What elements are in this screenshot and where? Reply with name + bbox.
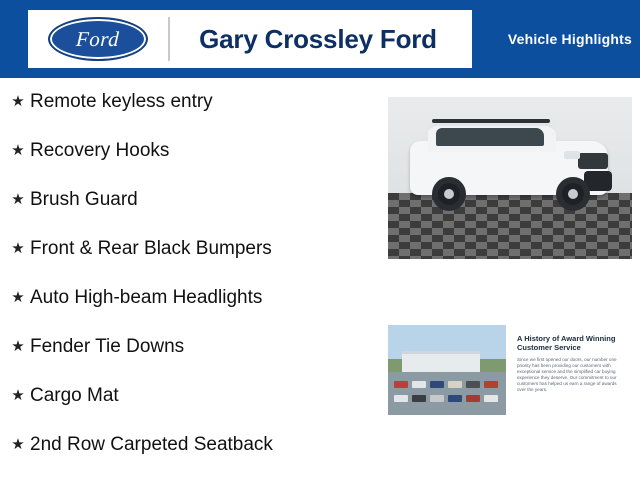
page-title: Vehicle Highlights (507, 31, 632, 47)
parked-car (466, 395, 480, 402)
feature-label: Brush Guard (30, 189, 138, 210)
dealer-logo-panel (28, 10, 472, 68)
award-photo (388, 325, 632, 415)
front-wheel (556, 177, 590, 211)
feature-list (6, 88, 382, 480)
page-header (0, 0, 640, 78)
dealership-building (402, 351, 480, 372)
rear-wheel (432, 177, 466, 211)
vehicle-photo (388, 97, 632, 259)
award-body-text: Since we first opened our doors, our number one priority has been providing our customers with exceptional service and the simplified car buying experience they deserve. Our commitment to our customers has helped us earn a range of awards over the years. (517, 357, 617, 392)
feature-label: Cargo Mat (30, 385, 119, 406)
star-icon: ★ (11, 436, 25, 453)
star-icon: ★ (11, 289, 25, 306)
star-icon: ★ (11, 142, 25, 159)
parked-car (448, 381, 462, 388)
parked-car (484, 381, 498, 388)
award-text-panel (506, 325, 632, 415)
ford-oval-logo (28, 17, 168, 61)
star-icon: ★ (11, 93, 25, 110)
list-item (6, 333, 382, 382)
parked-car (394, 381, 408, 388)
parked-car (466, 381, 480, 388)
dealership-aerial-photo (388, 325, 506, 415)
feature-label: Fender Tie Downs (30, 336, 185, 357)
feature-label: Auto High-beam Headlights (30, 287, 263, 308)
list-item (6, 382, 382, 431)
parked-car (412, 395, 426, 402)
list-item (6, 137, 382, 186)
list-item (6, 88, 382, 137)
parked-car (412, 381, 426, 388)
ford-logo-icon (48, 17, 148, 61)
suv-grille (578, 153, 608, 169)
dealer-name: Gary Crossley Ford (199, 23, 437, 54)
feature-label: 2nd Row Carpeted Seatback (30, 434, 273, 455)
feature-label: Remote keyless entry (30, 91, 213, 112)
suv-windows (436, 128, 544, 146)
star-icon: ★ (11, 338, 25, 355)
roof-rack (432, 119, 550, 123)
star-icon: ★ (11, 240, 25, 257)
feature-label: Recovery Hooks (30, 140, 170, 161)
list-item (6, 235, 382, 284)
parked-car (484, 395, 498, 402)
list-item (6, 186, 382, 235)
list-item (6, 284, 382, 333)
ford-logo-text: Ford (75, 26, 121, 51)
star-icon: ★ (11, 191, 25, 208)
parked-car (448, 395, 462, 402)
parked-car (394, 395, 408, 402)
parked-car (430, 381, 444, 388)
feature-label: Front & Rear Black Bumpers (30, 238, 272, 259)
star-icon: ★ (11, 387, 25, 404)
photo-floor (388, 193, 632, 259)
list-item (6, 431, 382, 480)
award-headline: A History of Award Winning Customer Service (517, 334, 616, 352)
parked-car (430, 395, 444, 402)
headlight (564, 151, 580, 159)
